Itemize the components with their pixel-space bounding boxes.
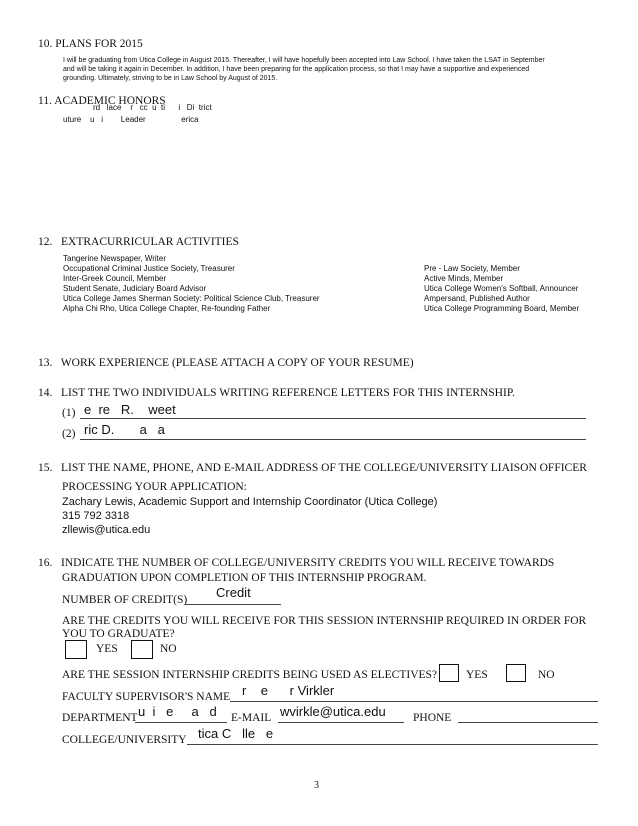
activity-left-4: Student Senate, Judiciary Board Advisor (63, 284, 207, 293)
credits-field[interactable]: Credit (216, 585, 251, 600)
faculty-label: FACULTY SUPERVISOR'S NAME (62, 691, 231, 703)
activity-right-4: Ampersand, Published Author (424, 294, 530, 303)
phone-underline[interactable] (458, 722, 598, 723)
activity-left-2: Occupational Criminal Justice Society, Treasurer (63, 264, 235, 273)
activity-right-3: Utica College Women's Softball, Announcer (424, 284, 579, 293)
credits-underline (185, 604, 281, 605)
section-12-heading: 12. EXTRACURRICULAR ACTIVITIES (38, 236, 239, 248)
page-number: 3 (314, 780, 319, 791)
required-question-cont: YOU TO GRADUATE? (62, 628, 175, 640)
activity-left-6: Alpha Chi Rho, Utica College Chapter, Re-founding Father (63, 304, 271, 313)
section-13-heading: 13. WORK EXPERIENCE (PLEASE ATTACH A COPY OF YOUR RESUME) (38, 357, 414, 369)
reference-1-underline (80, 418, 586, 419)
college-label: COLLEGE/UNIVERSITY (62, 734, 187, 746)
plans-line-1: I will be graduating from Utica College in August 2015. Thereafter, I will have hopefully been accepted into Law School. I have taken the LSAT in September (63, 57, 545, 64)
liaison-phone: 315 792 3318 (62, 510, 130, 522)
section-14-heading: 14. LIST THE TWO INDIVIDUALS WRITING REFERENCE LETTERS FOR THIS INTERNSHIP. (38, 387, 515, 399)
section-15-heading: 15. LIST THE NAME, PHONE, AND E-MAIL ADDRESS OF THE COLLEGE/UNIVERSITY LIAISON OFFICER (38, 462, 587, 474)
electives-no-label: NO (538, 669, 555, 681)
electives-yes-checkbox[interactable] (439, 664, 459, 682)
required-yes-checkbox[interactable] (65, 640, 87, 659)
reference-2-field[interactable]: ric D. a a (84, 422, 165, 437)
email-field[interactable]: wvirkle@utica.edu (280, 704, 386, 719)
honors-line-2: uture u i Leader erica (63, 115, 199, 124)
reference-1-field[interactable]: e re R. weet (84, 402, 176, 417)
faculty-field[interactable]: r e r Virkler (242, 683, 335, 698)
plans-line-3: grounding. Ultimately, striving to be in Law School by August of 2015. (63, 75, 278, 82)
electives-yes-label: YES (466, 669, 488, 681)
email-label: E-MAIL (231, 712, 272, 724)
required-question: ARE THE CREDITS YOU WILL RECEIVE FOR THIS SESSION INTERNSHIP REQUIRED IN ORDER FOR (62, 615, 587, 627)
honors-line-1: rd lace r cc u ti i Di trict (93, 103, 212, 112)
activity-right-2: Active Minds, Member (424, 274, 504, 283)
electives-question: ARE THE SESSION INTERNSHIP CREDITS BEING USED AS ELECTIVES? (62, 669, 438, 681)
required-no-checkbox[interactable] (131, 640, 153, 659)
email-underline (278, 722, 404, 723)
reference-2-underline (80, 439, 586, 440)
reference-1-label: (1) (62, 407, 76, 419)
section-10-heading: 10. PLANS FOR 2015 (38, 38, 143, 50)
activity-left-1: Tangerine Newspaper, Writer (63, 254, 167, 263)
plans-line-2: and will be taking it again in December. In addition, I have been preparing for the application process, so that I may have a supportive and experienced (63, 66, 530, 73)
activity-left-3: Inter-Greek Council, Member (63, 274, 167, 283)
department-field[interactable]: u i e a d (138, 704, 217, 719)
required-yes-label: YES (96, 643, 118, 655)
liaison-email: zllewis@utica.edu (62, 524, 151, 536)
section-16-heading-cont: GRADUATION UPON COMPLETION OF THIS INTERNSHIP PROGRAM. (62, 572, 427, 584)
faculty-underline (230, 701, 598, 702)
department-underline (135, 722, 227, 723)
college-underline (187, 744, 598, 745)
activity-left-5: Utica College James Sherman Society: Political Science Club, Treasurer (63, 294, 320, 303)
required-no-label: NO (160, 643, 177, 655)
phone-label: PHONE (413, 712, 452, 724)
reference-2-label: (2) (62, 428, 76, 440)
electives-no-checkbox[interactable] (506, 664, 526, 682)
section-15-subheading: PROCESSING YOUR APPLICATION: (62, 481, 247, 493)
liaison-name: Zachary Lewis, Academic Support and Internship Coordinator (Utica College) (62, 496, 438, 508)
department-label: DEPARTMENT (62, 712, 138, 724)
activity-right-5: Utica College Programming Board, Member (424, 304, 580, 313)
activity-right-1: Pre - Law Society, Member (424, 264, 520, 273)
section-11-heading: 11. ACADEMIC HONORS (38, 95, 166, 107)
college-field[interactable]: tica C lle e (198, 726, 274, 741)
section-16-heading: 16. INDICATE THE NUMBER OF COLLEGE/UNIVERSITY CREDITS YOU WILL RECEIVE TOWARDS (38, 557, 555, 569)
credits-label: NUMBER OF CREDIT(S) (62, 594, 188, 606)
